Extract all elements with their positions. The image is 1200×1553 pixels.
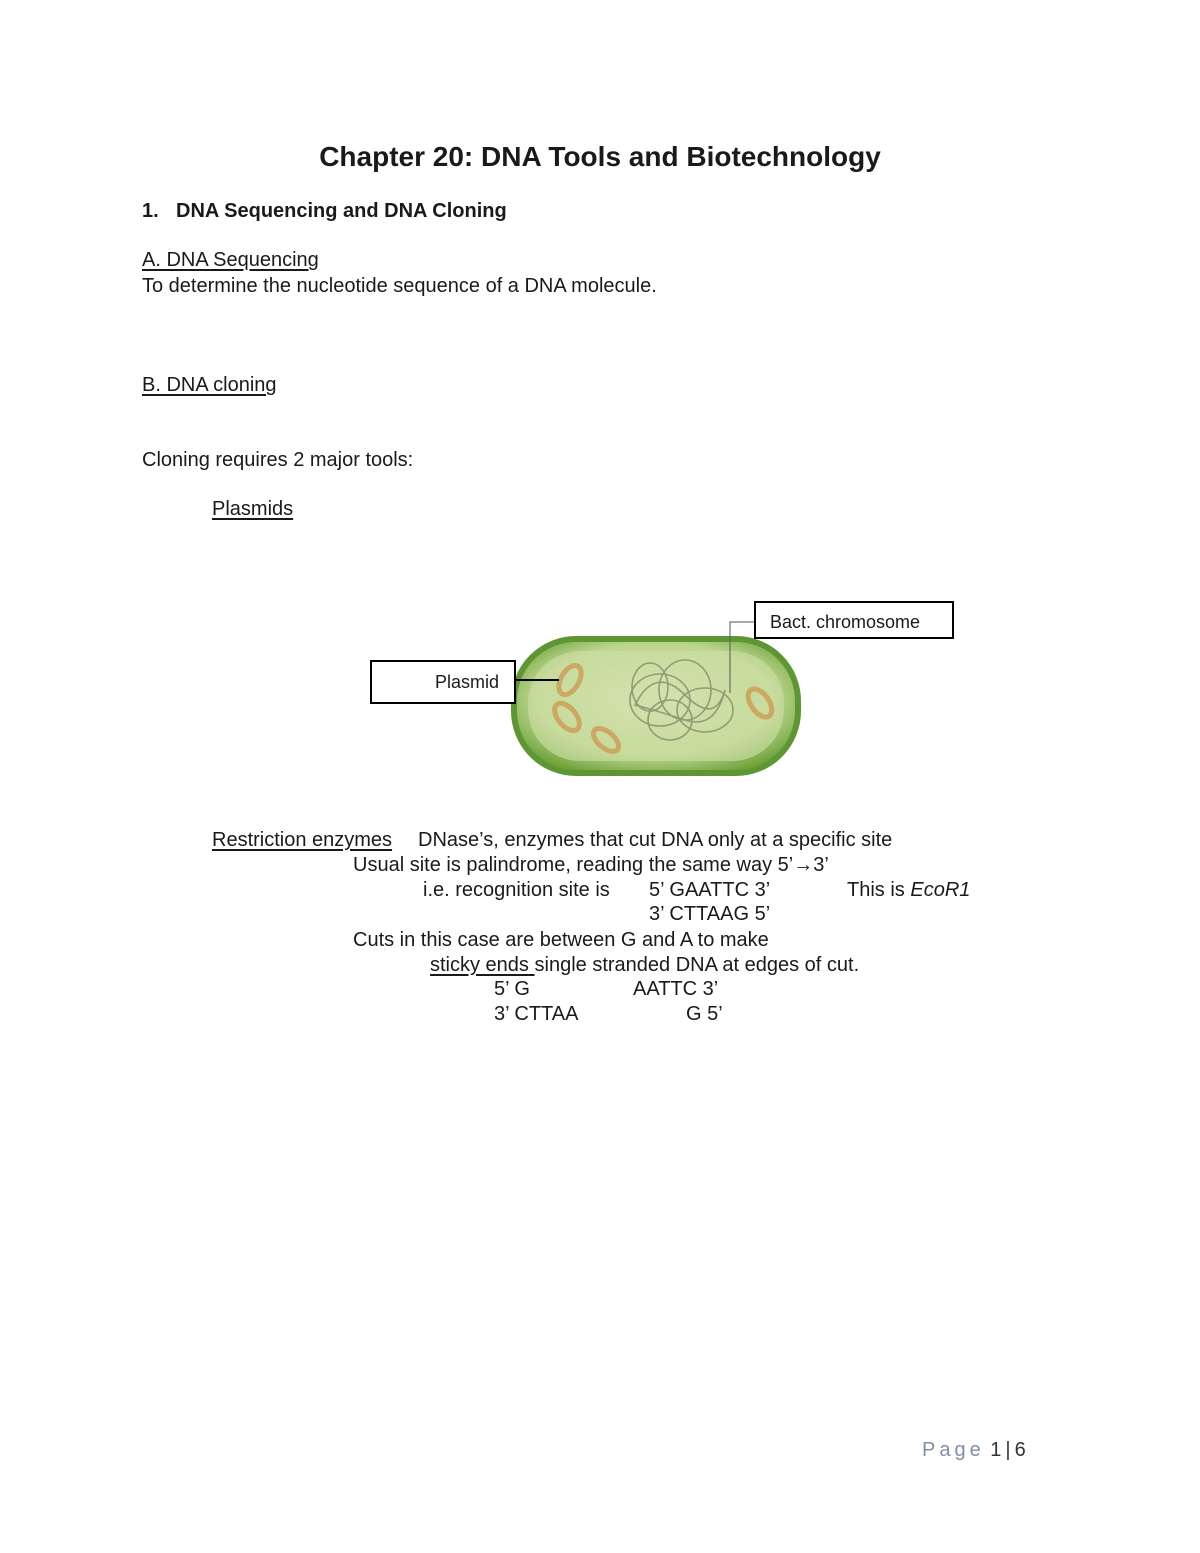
page-number: 1 — [990, 1439, 1002, 1461]
cloning-intro: Cloning requires 2 major tools: — [142, 449, 414, 471]
fragment-bottom-right: G 5’ — [686, 1003, 723, 1025]
palindrome-end: 3’ — [813, 854, 829, 876]
this-is-text: This is — [847, 879, 905, 901]
tool-restriction-enzymes: Restriction enzymes — [212, 829, 393, 851]
enzyme-name: EcoR1 — [910, 879, 971, 901]
page-total: 6 — [1014, 1439, 1026, 1461]
section-number: 1. — [142, 200, 159, 222]
fragment-top-left: 5’ G — [494, 978, 530, 1000]
cut-text: Cuts in this case are between G and A to make — [353, 929, 769, 951]
enzyme-id-line — [847, 880, 970, 900]
sequence-top: 5’ GAATTC 3’ — [649, 879, 771, 901]
plasmid-label: Plasmid — [435, 672, 500, 692]
part-a-heading: A. DNA Sequencing — [142, 249, 319, 271]
chromosome-label-box — [754, 601, 954, 639]
recognition-label: i.e. recognition site is — [423, 879, 610, 901]
part-a-text: To determine the nucleotide sequence of a DNA molecule. — [142, 275, 657, 297]
page-separator: | — [1005, 1439, 1011, 1461]
plasmid-label-box — [370, 660, 516, 704]
sequence-bottom: 3’ CTTAAG 5’ — [649, 903, 771, 925]
restriction-enzymes-def: DNase’s, enzymes that cut DNA only at a specific site — [418, 829, 893, 851]
sticky-ends-def: single stranded DNA at edges of cut. — [534, 954, 860, 976]
tool-plasmids: Plasmids — [212, 498, 294, 520]
sticky-ends-term: sticky ends — [430, 954, 529, 976]
arrow-icon: → — [793, 854, 814, 876]
page-title: Chapter 20: DNA Tools and Biotechnology — [319, 141, 881, 172]
palindrome-text: Usual site is palindrome, reading the same way 5’ — [353, 854, 794, 876]
chromosome-label: Bact. chromosome — [770, 612, 921, 632]
page-footer — [922, 1440, 1026, 1460]
sticky-ends-line — [430, 955, 859, 975]
fragment-top-right: AATTC 3’ — [633, 978, 719, 1000]
page-word: Page — [922, 1439, 985, 1461]
part-b-heading: B. DNA cloning — [142, 374, 277, 396]
palindrome-line — [353, 855, 829, 875]
fragment-bottom-left: 3’ CTTAA — [494, 1003, 579, 1025]
section-heading: DNA Sequencing and DNA Cloning — [176, 200, 507, 222]
